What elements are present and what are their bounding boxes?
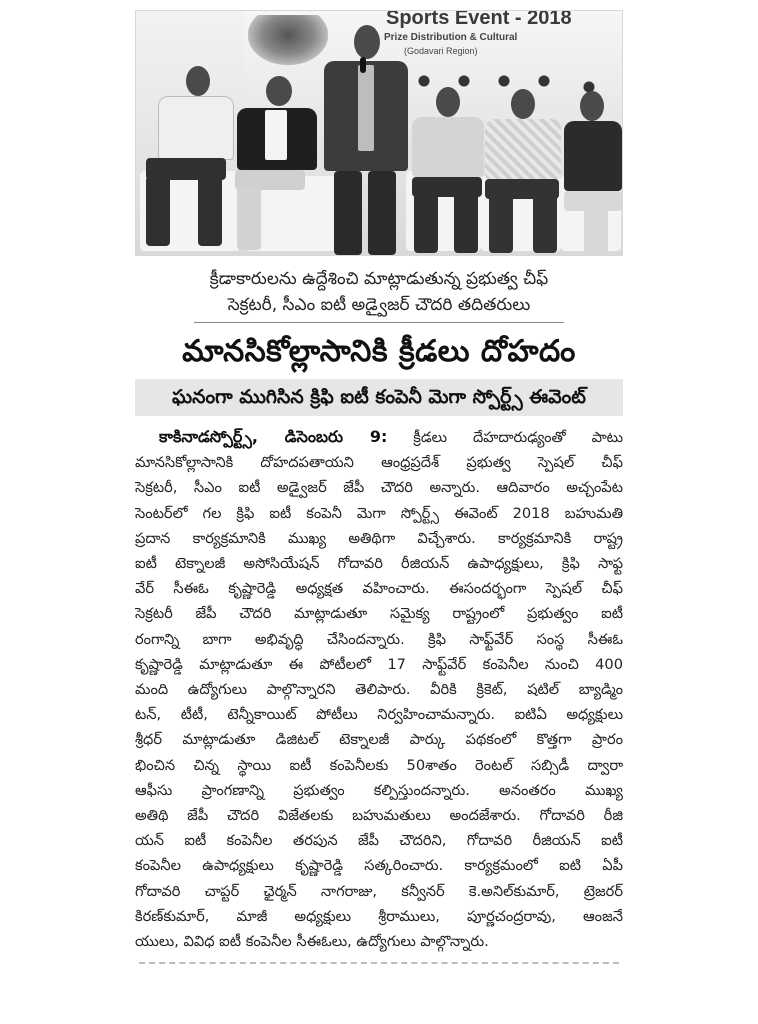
- microphone-icon: [360, 57, 366, 73]
- body-line: గోదావరి చాప్టర్ ఛైర్మన్ నాగరాజు, కన్వీనర్ కె.అనిల్‌కుమార్, ట్రెజరర్: [135, 882, 623, 900]
- body-line: కృష్ణారెడ్డి మాట్లాడుతూ ఈ పోటీలలో 17 సాఫ్ట్‌వేర్ కంపెనీల నుంచి 400: [135, 655, 623, 673]
- body-line: వేర్ సీఈఓ కృష్ణారెడ్డి అధ్యక్షత వహించారు. ఈసందర్భంగా స్పెషల్ చీఫ్: [135, 580, 623, 598]
- dateline: కాకినాడస్పోర్ట్స్, డిసెంబరు 9:: [159, 427, 388, 446]
- article-body: [135, 424, 623, 954]
- article-end-divider: [139, 962, 619, 964]
- body-line: ప్రదాన కార్యక్రమానికి ముఖ్య అతిథిగా విచ్చేశారు. కార్యక్రమానికి రాష్ట్ర: [135, 529, 623, 547]
- body-line: సెంటర్‌లో గల క్రిఫి ఐటీ కంపెనీ మెగా స్పోర్ట్స్ ఈవెంట్ 2018 బహుమతి: [135, 504, 623, 522]
- body-line-0: కాకినాడస్పోర్ట్స్, డిసెంబరు 9: క్రీడలు దేహదారుఢ్యంతో పాటు: [159, 427, 623, 446]
- body-line: యులు, వివిధ ఐటీ కంపెనీల సీఈఓలు, ఉద్యోగులు పాల్గొన్నారు.: [135, 933, 489, 951]
- body-line: శ్రీధర్ మాట్లాడుతూ డిజిటల్ టెక్నాలజీ పార్కు పథకంలో కొత్తగా ప్రారం: [135, 731, 623, 749]
- body-line: యన్ ఐటీ కంపెనీల తరపున జేపీ చౌదరిని, గోదావరి రీజియన్ ఐటీ: [135, 832, 623, 850]
- body-line: సెక్రటరీ జేపీ చౌదరి మాట్లాడుతూ సమైక్య రాష్ట్రంలో ప్రభుత్వం ఐటీ: [135, 605, 623, 623]
- banner-region: (Godavari Region): [404, 46, 478, 56]
- caption-divider: [194, 322, 564, 323]
- caption-line-1: క్రీడాకారులను ఉద్దేశించి మాట్లాడుతున్న ప్రభుత్వ చీఫ్: [209, 269, 549, 289]
- caption-line-2: సెక్రటరీ, సీఎం ఐటీ అడ్వైజర్ చౌదరి తదితరులు: [227, 295, 531, 315]
- banner-title: Sports Event - 2018: [386, 10, 572, 29]
- body-line: భించిన చిన్న స్థాయి ఐటీ కంపెనీలకు 50శాతం రెంటల్ సబ్సిడీ ద్వారా: [135, 756, 623, 774]
- body-line: కిరణ్‌కుమార్, మాజీ అధ్యక్షులు శ్రీరాములు, పూర్ణచంద్రరావు, ఆంజనే: [135, 907, 623, 925]
- person-seated-5: [481, 89, 566, 255]
- body-line: సెక్రటరీ, సీఎం ఐటీ అడ్వైజర్ జేపీ చౌదరి అన్నారు. ఆదివారం అచ్చంపేట: [135, 479, 623, 497]
- body-line: మానసికోల్లాసానికి దోహదపతాయని ఆంధ్రప్రదేశ్ ప్రభుత్వ స్పెషల్ చీఫ్: [135, 454, 623, 472]
- subheadline: ఘనంగా ముగిసిన క్రిఫి ఐటీ కంపెనీ మెగా స్పోర్ట్స్ ఈవెంట్: [135, 379, 623, 416]
- body-line: కంపెనీల ఉపాధ్యక్షులు కృష్ణారెడ్డి సత్కరించారు. కార్యక్రమంలో ఐటి ఏపీ: [135, 857, 623, 875]
- news-photo: [135, 10, 623, 256]
- person-standing-speaker: [316, 25, 411, 255]
- body-line: ఆఫీసు ప్రాంగణాన్ని ప్రభుత్వం కల్పిస్తుందన్నారు. అనంతరం ముఖ్య: [135, 781, 623, 799]
- body-line: టన్, టీటీ, టెన్నీకాయిట్ పోటీలు నిర్వహించామన్నారు. ఐటిఏ అధ్యక్షులు: [135, 706, 623, 724]
- banner-subtitle: Prize Distribution & Cultural: [384, 32, 518, 43]
- person-seated-2: [231, 76, 321, 256]
- person-seated-4: [408, 87, 488, 255]
- news-clipping: [135, 10, 623, 972]
- headline: మానసికోల్లాసానికి క్రీడలు దోహదం: [182, 334, 576, 369]
- person-seated-6: [564, 91, 622, 255]
- photo-caption: [135, 266, 623, 318]
- person-seated-1: [146, 66, 236, 256]
- body-line: మంది ఉద్యోగులు పాల్గొన్నారని తెలిపారు. వీరికి క్రికెట్, షటిల్ బ్యాడ్మిం: [135, 681, 623, 699]
- body-line: రంగాన్ని బాగా అభివృద్ధి చేసిందన్నారు. క్రిఫి సాఫ్ట్‌వేర్ సంస్థ సీఈఓ: [135, 630, 623, 648]
- body-line: ఐటీ టెక్నాలజీ అసోసియేషన్ గోదావరి రీజియన్ ఉపాధ్యక్షులు, క్రిఫి సాఫ్ట: [135, 555, 623, 573]
- body-line: అతిథి జేపీ చౌదరి విజేతలకు బహుమతులు అందజేశారు. గోదావరి రీజి: [135, 807, 623, 825]
